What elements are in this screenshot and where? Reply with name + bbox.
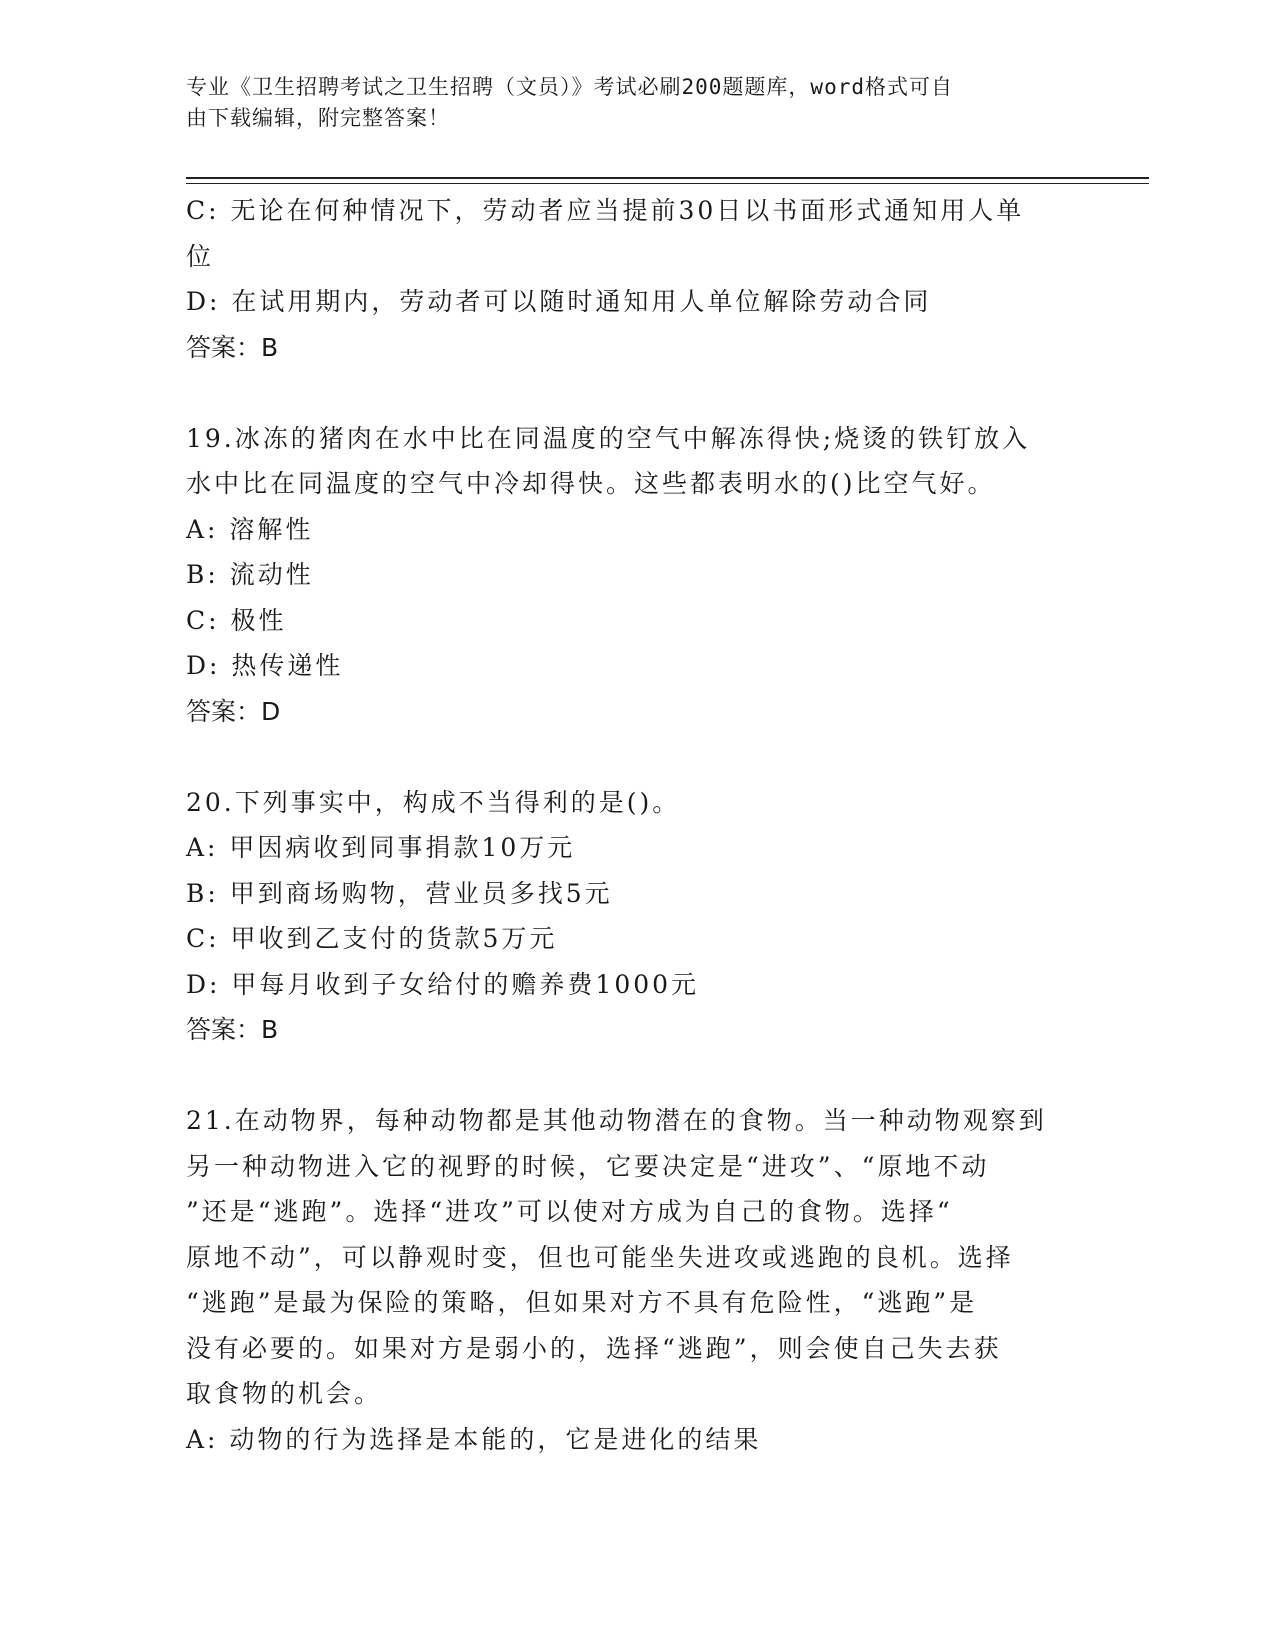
header-title-line-1: 专业《卫生招聘考试之卫生招聘（文员）》考试必刷200题题库，word格式可自: [186, 75, 953, 99]
question-20: [186, 780, 1076, 1053]
page-header: [186, 72, 1066, 134]
question-stem-continued: ”还是“逃跑”。选择“进攻”可以使对方成为自己的食物。选择“: [186, 1197, 953, 1226]
option-d: D: 甲每月收到子女给付的赡养费1000元: [186, 969, 700, 999]
question-stem-continued: 原地不动”，可以静观时变，但也可能坐失进攻或逃跑的良机。选择: [186, 1242, 1014, 1272]
answer: 答案：B: [186, 332, 279, 362]
option-a: A: 甲因病收到同事捐款10万元: [186, 833, 576, 862]
option-b: B: 甲到商场购物，营业员多找5元: [186, 878, 613, 908]
header-divider-thin: [186, 183, 1149, 184]
option-d: D: 在试用期内，劳动者可以随时通知用人单位解除劳动合同: [186, 287, 932, 316]
question-stem: 20.下列事实中，构成不当得利的是()。: [186, 787, 681, 817]
question-stem-continued: 水中比在同温度的空气中冷却得快。这些都表明水的()比空气好。: [186, 469, 996, 498]
answer: 答案：D: [186, 696, 281, 726]
question-19: [186, 416, 1076, 735]
question-stem-continued: 另一种动物进入它的视野的时候，它要决定是“进攻”、“原地不动: [186, 1151, 990, 1181]
option-a: A: 溶解性: [186, 514, 314, 544]
option-c: C: 甲收到乙支付的货款5万元: [186, 924, 558, 953]
spacer: [186, 370, 1076, 416]
option-c: C: 无论在何种情况下，劳动者应当提前30日以书面形式通知用人单: [186, 196, 1025, 225]
question-content: [186, 188, 1076, 1462]
option-c-continued: 位: [186, 241, 215, 271]
question-18-tail: [186, 188, 1076, 370]
spacer: [186, 1053, 1076, 1099]
question-stem-continued: “逃跑”是最为保险的策略，但如果对方不具有危险性，“逃跑”是: [186, 1288, 978, 1317]
option-d: D: 热传递性: [186, 651, 344, 680]
option-a: A: 动物的行为选择是本能的，它是进化的结果: [186, 1424, 762, 1454]
question-21: [186, 1098, 1076, 1462]
question-stem: 19.冰冻的猪肉在水中比在同温度的空气中解冻得快;烧烫的铁钉放入: [186, 423, 1031, 453]
question-stem-continued: 取食物的机会。: [186, 1379, 383, 1408]
option-c: C: 极性: [186, 605, 287, 635]
question-stem: 21.在动物界，每种动物都是其他动物潜在的食物。当一种动物观察到: [186, 1106, 1047, 1135]
question-stem-continued: 没有必要的。如果对方是弱小的，选择“逃跑”，则会使自己失去获: [186, 1333, 1002, 1363]
spacer: [186, 734, 1076, 780]
option-b: B: 流动性: [186, 560, 314, 589]
header-title-line-2: 由下载编辑，附完整答案！: [186, 106, 450, 130]
answer: 答案：B: [186, 1015, 279, 1044]
header-divider-thick: [186, 177, 1149, 179]
